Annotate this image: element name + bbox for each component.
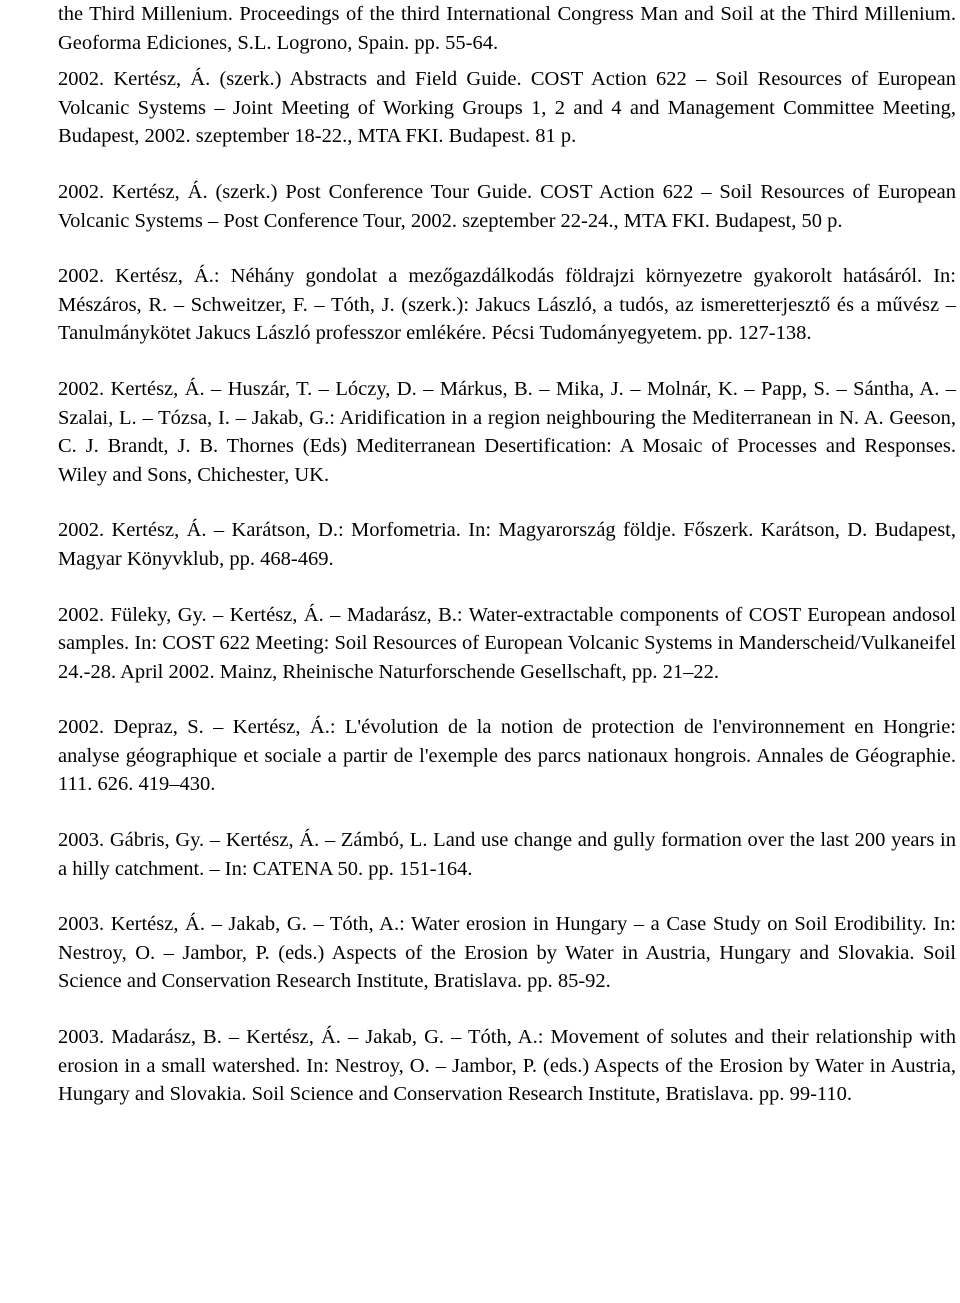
publication-entry: 2003. Gábris, Gy. – Kertész, Á. – Zámbó, L. Land use change and gully formation over the last 200 years in a hilly catchment. – In: CATENA 50. pp. 151-164.: [58, 829, 956, 880]
publication-list: [58, 0, 956, 1136]
publication-entry: 2002. Kertész, Á. (szerk.) Post Conference Tour Guide. COST Action 622 – Soil Resources of European Volcanic Systems – Post Conference Tour, 2002. szeptember 22-24., MTA FKI. Budapest, 50 p.: [58, 180, 956, 232]
publication-entry: 2002. Kertész, Á. (szerk.) Abstracts and Field Guide. COST Action 622 – Soil Resources of European Volcanic Systems – Joint Meeting of Working Groups 1, 2 and 4 and Management Committee Meeting, Budapest, 2002. szeptember 18-22., MTA FKI. Budapest. 81 p.: [58, 68, 956, 148]
publication-entry: 2003. Kertész, Á. – Jakab, G. – Tóth, A.: Water erosion in Hungary – a Case Study on Soil Erodibility. In: Nestroy, O. – Jambor, P. (eds.) Aspects of the Erosion by Water in Austria, Hungary and Slovakia. Soil Science and Conservation Research Institute, Bratislava. pp. 85-92.: [58, 913, 956, 993]
publication-entry: 2002. Depraz, S. – Kertész, Á.: L'évolution de la notion de protection de l'environnement en Hongrie: analyse géographique et sociale a partir de l'exemple des parcs nationaux hongrois. Annales de Géographie. 111. 626. 419–430.: [58, 716, 956, 796]
publication-entry: 2002. Füleky, Gy. – Kertész, Á. – Madarász, B.: Water-extractable components of COST European andosol samples. In: COST 622 Meeting: Soil Resources of European Volcanic Systems in Manderscheid/Vulkaneifel 24.-28. April 2002. Mainz, Rheinische Naturforschende Gesellschaft, pp. 21–22.: [58, 603, 956, 683]
publication-entry: 2002. Kertész, Á.: Néhány gondolat a mezőgazdálkodás földrajzi környezetre gyakorolt hatásáról. In: Mészáros, R. – Schweitzer, F. – Tóth, J. (szerk.): Jakucs László, a tudós, az ismeretterjesztő és a művész – Tanulmánykötet Jakucs László professzor emlékére. Pécsi Tudományegyetem. pp. 127-138.: [58, 265, 956, 345]
publication-entry: 2002. Kertész, Á. – Huszár, T. – Lóczy, D. – Márkus, B. – Mika, J. – Molnár, K. – Papp, S. – Sántha, A. – Szalai, L. – Tózsa, I. – Jakab, G.: Aridification in a region neighbouring the Mediterranean in N. A. Geeson, C. J. Brandt, J. B. Thornes (Eds) Mediterranean Desertification: A Mosaic of Processes and Responses. Wiley and Sons, Chichester, UK.: [58, 377, 956, 486]
publication-entry-continued: the Third Millenium. Proceedings of the third International Congress Man and Soil at the Third Millenium. Geoforma Ediciones, S.L. Logrono, Spain. pp. 55-64.: [58, 3, 956, 54]
publication-entry: 2003. Madarász, B. – Kertész, Á. – Jakab, G. – Tóth, A.: Movement of solutes and their relationship with erosion in a small watershed. In: Nestroy, O. – Jambor, P. (eds.) Aspects of the Erosion by Water in Austria, Hungary and Slovakia. Soil Science and Conservation Research Institute, Bratislava. pp. 99-110.: [58, 1026, 956, 1106]
publication-entry: 2002. Kertész, Á. – Karátson, D.: Morfometria. In: Magyarország földje. Főszerk. Karátson, D. Budapest, Magyar Könyvklub, pp. 468-469.: [58, 519, 956, 570]
